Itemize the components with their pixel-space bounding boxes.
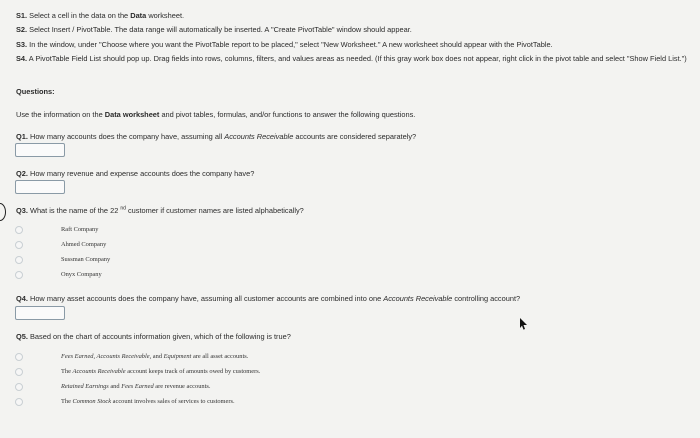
current-question-marker: [0, 203, 6, 221]
q3-option-4-label: Onyx Company: [61, 271, 102, 278]
q3-option-3-radio[interactable]: [15, 256, 23, 264]
step-s4: S4. A PivotTable Field List should pop up. Drag fields into rows, columns, filters, and values areas as needed. (If this gray work box does not appear, right click in the pivot table and select "Show Field List."): [16, 54, 687, 63]
question-q1: Q1. How many accounts does the company have, assuming all Accounts Receivable accounts are considered separately?: [16, 132, 417, 141]
step-s1: S1. Select a cell in the data on the Data worksheet.: [16, 11, 185, 20]
question-q4: Q4. How many asset accounts does the company have, assuming all customer accounts are combined into one Accounts Receivable controlling account?: [16, 294, 521, 303]
q3-option-3-label: Sussman Company: [61, 256, 111, 263]
q3-option-1-label: Raft Company: [61, 226, 99, 233]
mouse-cursor-icon: [518, 318, 528, 330]
q5-option-2-radio[interactable]: [15, 368, 23, 376]
q5-option-3-radio[interactable]: [15, 383, 23, 391]
q5-option-4-label: The Common Stock account involves sales of services to customers.: [61, 398, 235, 405]
q5-option-2-label: The Accounts Receivable account keeps track of amounts owed by customers.: [61, 368, 261, 375]
step-s2: S2. Select Insert / PivotTable. The data range will automatically be inserted. A "Create PivotTable" window should appear.: [16, 25, 412, 34]
questions-heading: Questions:: [16, 87, 55, 96]
q5-option-4-radio[interactable]: [15, 398, 23, 406]
q3-option-1-radio[interactable]: [15, 226, 23, 234]
q3-option-4-radio[interactable]: [15, 271, 23, 279]
q3-option-2-radio[interactable]: [15, 241, 23, 249]
q5-option-1-label: Fees Earned, Accounts Receivable, and Equipment are all asset accounts.: [61, 353, 249, 360]
step-s3: S3. In the window, under "Choose where you want the PivotTable report to be placed," select "New Worksheet." A new worksheet should appear with the PivotTable.: [16, 40, 553, 49]
question-q2: Q2. How many revenue and expense accounts does the company have?: [16, 169, 255, 178]
instructions: Use the information on the Data worksheet and pivot tables, formulas, and/or functions to answer the following questions.: [16, 110, 416, 119]
q5-option-3-label: Retained Earnings and Fees Earned are revenue accounts.: [61, 383, 211, 390]
q3-option-2-label: Ahmed Company: [61, 241, 107, 248]
q1-answer-input[interactable]: [15, 143, 65, 157]
q2-answer-input[interactable]: [15, 180, 65, 194]
question-q3: Q3. What is the name of the 22 $^{nd}$ customer if customer names are listed alphabetically?: [16, 205, 304, 215]
q4-answer-input[interactable]: [15, 306, 65, 320]
question-q5: Q5. Based on the chart of accounts information given, which of the following is true?: [16, 332, 291, 341]
q5-option-1-radio[interactable]: [15, 353, 23, 361]
